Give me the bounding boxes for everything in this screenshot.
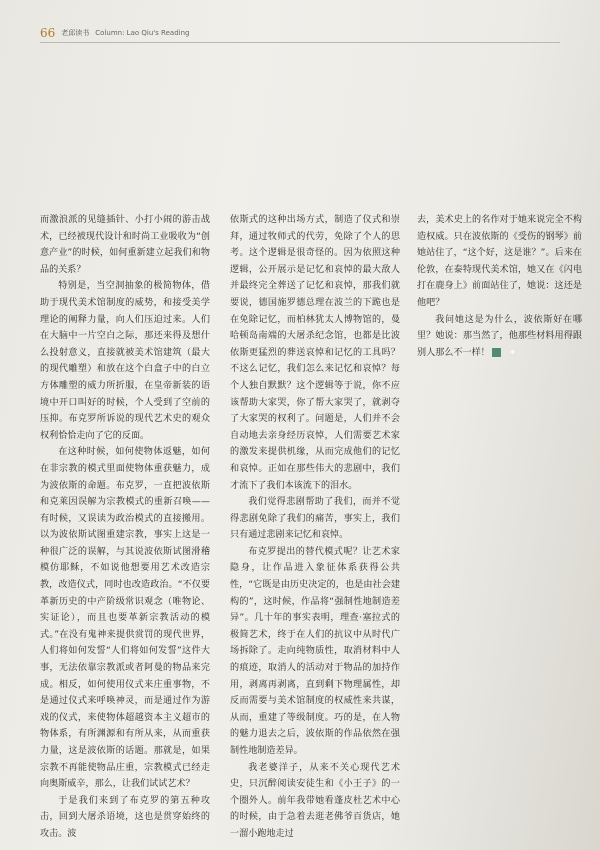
end-mark-icon: ❖ <box>492 348 501 357</box>
paragraph: 我们觉得悲剧帮助了我们，而并不觉得悲剧免除了我们的痛苦，事实上，我们只有通过悲剧来记忆和哀悼。 <box>230 497 400 541</box>
paragraph: 我老婆洋子，从来不关心现代艺术史，只沉醉阅读安徒生和《小王子》的一个圈外人。前年我带她看蓬皮杜艺术中心的时候，由于急着去逛老佛爷百货店，她一溜小跑地走过 <box>230 762 400 839</box>
section-title: 老邱读书 <box>61 29 90 37</box>
text-column-2 <box>230 212 400 843</box>
paragraph: 依斯式的这种出场方式，制造了仪式和崇拜，通过牧师式的代劳，免除了个人的思考。这个逻辑是很奇怪的。因为依照这种逻辑，公开展示是记忆和哀悼的最大敌人并最终完全葬送了记忆和哀悼，那我们就要说，德国施罗德总理在波兰的下跪也是在免除记忆，而柏林犹太人博物馆的，曼哈顿岛南端的大屠杀纪念馆，也都是比波依斯更猛烈的葬送哀悼和记忆的工具吗？不这么记忆，我们怎么来记忆和哀悼？每个人独自默默？这个逻辑等于说，你不应该帮助大家哭，你了帮大家哭了，就剥夺了大家哭的权利了。问题是，人们并不会自动地去亲身经历哀悼，人们需要艺术家的激发来提供机缘，从而完成他们的记忆和哀悼。正如在那些伟大的悲剧中，我们才流下了我们本该流下的泪水。 <box>230 215 400 491</box>
page-number: 66 <box>40 26 56 40</box>
paragraph: 去，美术史上的名作对于她来说完全不构造权威。只在波依斯的《受伤的钢琴》前她站住了，“这个好，这是谁？”。后来在伦敦，在泰特现代美术馆，她又在《闪电打在鹿身上》前面站住了，她说：这还是他吧？ <box>417 215 582 308</box>
column-label: Column: Lao Qiu's Reading <box>95 29 190 37</box>
text-column-3 <box>417 212 582 361</box>
paragraph: 特别是，当空洞抽象的极简物体，借助于现代美术馆制度的威势，和接受美学理论的阐释力量，向人们压迫过来。人们在大脑中一片空白之际，那还来得及想什么投射意义，直接就被美术馆建筑（最大的现代雕塑）和放在这个白盒子中的白立方体雕塑的威力所折服，在皇帝新装的语境中开口叫好的时候，个人受到了空前的压抑。布克罗所诉说的现代艺术史的观众权利恰恰走向了它的反面。 <box>40 281 210 441</box>
final-paragraph <box>417 312 582 362</box>
header-divider <box>40 42 560 43</box>
page-header <box>40 26 560 40</box>
paragraph: 在这种时候，如何使物体返魅，如何在非宗教的模式里面使物体重获魅力，成为波依斯的命题。布克罗，一直把波依斯和克莱因误解为宗教模式的重新召唤——有时候，又误读为政治模式的直接搬用。以为波依斯试图重建宗教，事实上这是一种很广泛的误解，与其说波依斯试图滑稽模仿耶稣，不如说他想要用艺术改造宗教，改造仪式，同时也改造政治。“不仅要革新历史的中产阶级常识观念（唯物论、实证论），而且也要革新宗教活动的模式。”在没有鬼神来提供赏罚的现代世界，人们将如何发誓“人们将如何发誓”这件大事，无法依靠宗教派或者阿曼的物品来完成。相反，如何使用仪式来庄重事物，不是通过仪式来呼唤神灵，而是通过作为游戏的仪式，来使物体超越资本主义超市的物体系，有所渊源和有所从来，从而重获力量，这是波依斯的话题。那就是，如果宗教不再能使物品庄重，宗教模式已经走向奥斯威辛，那么，让我们试试艺术？ <box>40 447 210 790</box>
paragraph-text: 我问她这是为什么，波依斯好在哪里？她说：那当然了，他那些材料用得跟别人那么不一样！ <box>417 314 582 358</box>
paragraph: 而激浪派的见缝插针、小打小闹的游击战术，已经被现代设计和时尚工业吸收为“创意产业”的时候，如何重新建立起我们和物品的关系？ <box>40 215 210 275</box>
paragraph: 布克罗提出的替代模式呢？让艺术家隐身，让作品进入象征体系获得公共性，“它既是由历史决定的，也是由社会建构的”，这时候，作品将“强制性地制造差异”。几十年的事实表明，理查·塞拉式的极简艺术，终于在人们的抗议中从时代广场拆除了。走向纯物质性，取消材料中人的痕迹，取消人的活动对于物品的加持作用，剥离再剥离，直到剩下物理属性，却反而需要与美术馆制度的权威性来共谋，从而，重建了等级制度。巧的是，在人物的魅力退去之后，波依斯的作品依然在强制性地制造差异。 <box>230 546 400 756</box>
paragraph: 于是我们来到了布克罗的第五种攻击，回到大屠杀语境，这也是贯穿始终的攻击。波 <box>40 795 210 839</box>
text-column-1 <box>40 212 210 843</box>
